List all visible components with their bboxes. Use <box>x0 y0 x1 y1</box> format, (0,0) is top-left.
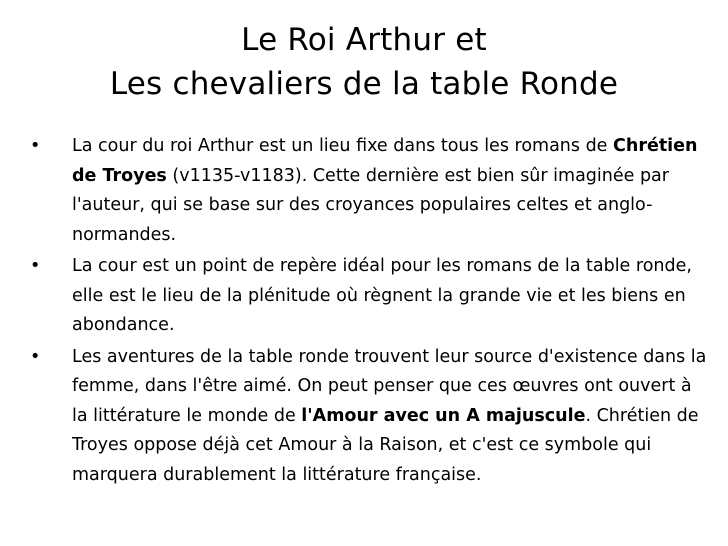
title-line-1: Le Roi Arthur et <box>241 22 487 58</box>
title-line-2: Les chevaliers de la table Ronde <box>109 66 619 102</box>
text-segment: (v1135-v1183). Cette dernière est bien sûr imaginée par l'auteur, qui se base sur des croyances populaires celtes et anglo-normandes. <box>72 165 669 245</box>
bullet-icon: • <box>30 346 41 367</box>
bullet-icon: • <box>30 256 41 276</box>
text-segment: Les aventures de la table ronde trouvent leur source d'existence dans la femme, dans l'être aimé. On peut penser que ces œuvres ont ouvert à la littérature le monde de <box>72 346 707 426</box>
bullet-icon: • <box>30 136 41 156</box>
slide-title <box>40 18 688 106</box>
bullet-item-adventures <box>30 343 710 491</box>
bullet-text <box>72 347 706 485</box>
bullet-text <box>72 136 698 245</box>
bullet-text <box>72 256 692 335</box>
text-segment: La cour est un point de repère idéal pour les romans de la table ronde, elle est le lieu de la plénitude où règnent la grande vie et les biens en abondance. <box>72 256 692 335</box>
text-segment: . Chrétien de Troyes oppose déjà cet Amour à la Raison, et c'est ce symbole qui marquera durablement la littérature française. <box>72 405 699 485</box>
bullet-item-court-landmark <box>30 252 710 341</box>
bold-amour-phrase: l'Amour avec un A majuscule <box>301 405 586 426</box>
bold-author-name: Chrétien de Troyes <box>72 136 698 186</box>
bullet-list <box>30 132 710 492</box>
bullet-item-court-location <box>30 132 710 250</box>
text-segment: La cour du roi Arthur est un lieu fixe dans tous les romans de <box>72 136 614 156</box>
